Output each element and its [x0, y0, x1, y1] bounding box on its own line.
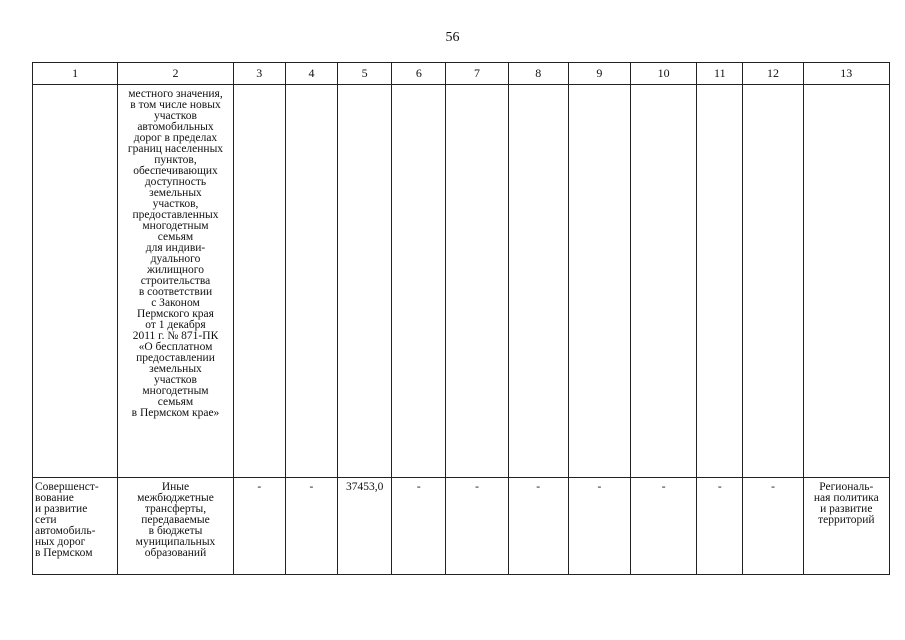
column-number-11: 11	[697, 63, 743, 85]
table-cell: -	[446, 478, 508, 575]
column-number-9: 9	[568, 63, 630, 85]
table-cell	[508, 85, 568, 478]
table-cell	[446, 85, 508, 478]
column-number-6: 6	[392, 63, 446, 85]
table-cell	[568, 85, 630, 478]
column-number-10: 10	[631, 63, 697, 85]
table-cell	[233, 85, 285, 478]
table-cell	[743, 85, 803, 478]
table-cell: Региональ- ная политика и развитие территорий	[803, 478, 889, 575]
column-number-12: 12	[743, 63, 803, 85]
table-cell	[631, 85, 697, 478]
column-number-3: 3	[233, 63, 285, 85]
table-cell: -	[233, 478, 285, 575]
table-cell	[392, 85, 446, 478]
budget-table	[32, 62, 890, 575]
table-cell: Иные межбюджетные трансферты, передаваемые в бюджеты муниципальных образований	[118, 478, 233, 575]
column-number-row	[33, 63, 890, 85]
table-cell: местного значения, в том числе новых участков автомобильных дорог в пределах границ населенных пунктов, обеспечивающих доступность земельных участков, предоставленных многодетным семьям для индиви- дуального жилищного строительства в соответствии с Законом Пермского края от 1 декабря 2011 г. № 871-ПК «О бесплатном предоставлении земельных участков многодетным семьям в Пермском крае»	[118, 85, 233, 478]
table-cell: -	[508, 478, 568, 575]
column-number-4: 4	[285, 63, 337, 85]
table-cell	[697, 85, 743, 478]
table-cell	[803, 85, 889, 478]
table-row	[33, 85, 890, 478]
table-cell	[33, 85, 118, 478]
table-cell	[285, 85, 337, 478]
table-cell: Совершенст- вование и развитие сети автомобиль- ных дорог в Пермском	[33, 478, 118, 575]
column-number-1: 1	[33, 63, 118, 85]
table-cell: -	[392, 478, 446, 575]
table-row	[33, 478, 890, 575]
column-number-13: 13	[803, 63, 889, 85]
table-cell	[338, 85, 392, 478]
column-number-2: 2	[118, 63, 233, 85]
table-cell: 37453,0	[338, 478, 392, 575]
table-cell: -	[285, 478, 337, 575]
column-number-5: 5	[338, 63, 392, 85]
column-number-8: 8	[508, 63, 568, 85]
table-cell: -	[697, 478, 743, 575]
table-cell: -	[743, 478, 803, 575]
table-cell: -	[568, 478, 630, 575]
page-number: 56	[445, 30, 460, 45]
column-number-7: 7	[446, 63, 508, 85]
table-cell: -	[631, 478, 697, 575]
